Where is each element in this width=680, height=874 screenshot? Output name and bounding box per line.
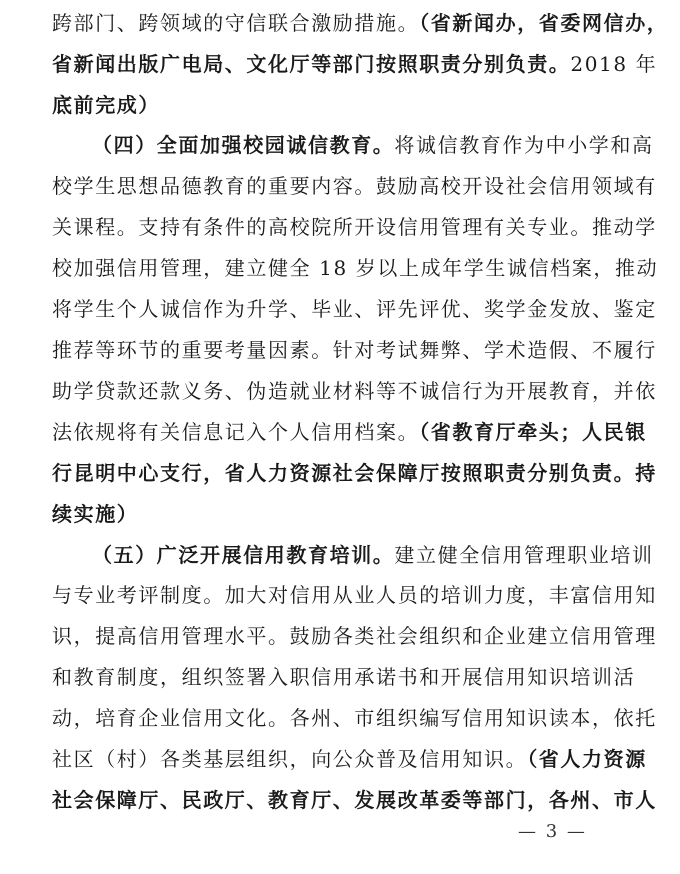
text-line-13	[52, 500, 612, 528]
text-segment: 社区（村）各类基层组织，向公众普及信用知识。	[52, 747, 528, 771]
text-segment-bold: 省新闻出版广电局、文化厅等部门按照职责分别负责。	[52, 52, 571, 76]
text-segment: 推荐等环节的重要考量因素。针对考试舞弊、学术造假、不履行	[52, 338, 657, 362]
text-segment: 将诚信教育作为中小学和高	[394, 133, 654, 157]
text-segment-bold: （省教育厅牵头；人民银	[419, 420, 647, 444]
text-line-15	[52, 581, 657, 609]
text-segment: 将学生个人诚信作为升学、毕业、评先评优、奖学金发放、鉴定	[52, 297, 657, 321]
text-segment: 识，提高信用管理水平。鼓励各类社会组织和企业建立信用管理	[52, 624, 657, 648]
text-segment-bold: 续实施）	[52, 502, 139, 526]
text-segment: 2018 年	[570, 52, 658, 76]
text-segment-bold: （省人力资源	[527, 747, 647, 771]
text-line-3	[52, 91, 612, 119]
text-segment: 法依规将有关信息记入个人信用档案。	[52, 420, 420, 444]
section-heading-4: （四）全面加强校园诚信教育。	[92, 133, 395, 157]
text-line-16	[52, 622, 657, 650]
text-segment-bold: 行昆明中心支行，省人力资源社会保障厅按照职责分别负责。持	[52, 461, 657, 485]
text-line-6	[52, 213, 657, 241]
text-segment: 校加强信用管理，建立健全 18 岁以上成年学生诚信档案，推动	[52, 256, 659, 280]
text-line-17	[52, 663, 636, 691]
text-segment-bold: 底前完成）	[52, 93, 160, 117]
text-line-8	[52, 295, 657, 323]
text-segment: 校学生思想品德教育的重要内容。鼓励高校开设社会信用领域有	[52, 174, 657, 198]
text-line-18	[52, 704, 657, 732]
text-line-5	[52, 172, 657, 200]
text-line-20	[52, 786, 657, 814]
text-segment: 助学贷款还款义务、伪造就业材料等不诚信行为开展教育，并依	[52, 379, 657, 403]
text-line-11	[52, 418, 647, 446]
text-segment: 关课程。支持有条件的高校院所开设信用管理有关专业。推动学	[52, 215, 657, 239]
text-segment: 动，培育企业信用文化。各州、市组织编写信用知识读本，依托	[52, 706, 657, 730]
page-number: — 3 —	[518, 821, 587, 842]
section-heading-4-line	[92, 131, 654, 159]
text-segment: 与专业考评制度。加大对信用从业人员的培训力度，丰富信用知	[52, 583, 657, 607]
section-heading-5-line	[92, 541, 654, 569]
text-segment-bold: 社会保障厅、民政厅、教育厅、发展改革委等部门，各州、市人	[52, 788, 657, 812]
text-line-12	[52, 459, 657, 487]
text-line-2	[52, 50, 658, 78]
text-line-10	[52, 377, 657, 405]
text-line-19	[52, 745, 647, 773]
text-segment: 和教育制度，组织签署入职信用承诺书和开展信用知识培训活	[52, 665, 636, 689]
text-segment: 跨部门、跨领域的守信联合激励措施。	[52, 11, 420, 35]
text-segment: 建立健全信用管理职业培训	[394, 543, 654, 567]
text-line-1	[52, 9, 669, 37]
text-line-9	[52, 336, 657, 364]
section-heading-5: （五）广泛开展信用教育培训。	[92, 543, 395, 567]
text-line-7	[52, 254, 659, 282]
text-segment-bold: （省新闻办，省委网信办，	[419, 11, 669, 35]
